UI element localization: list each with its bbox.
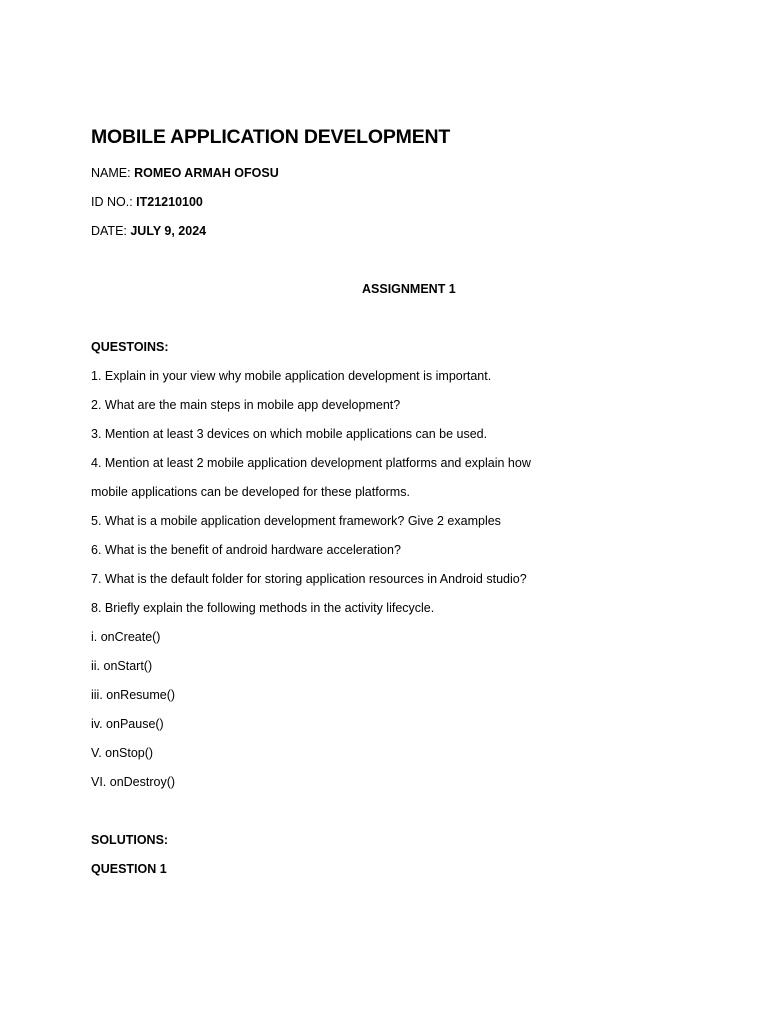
document-title: MOBILE APPLICATION DEVELOPMENT [91, 126, 451, 148]
question-line: 8. Briefly explain the following methods in the activity lifecycle. [91, 601, 435, 615]
question-line: i. onCreate() [91, 630, 161, 644]
question-line: 5. What is a mobile application development framework? Give 2 examples [91, 514, 501, 528]
spacer [91, 251, 691, 280]
question-line: V. onStop() [91, 746, 154, 760]
question-line: ii. onStart() [91, 659, 153, 673]
solutions-heading: SOLUTIONS: [91, 833, 169, 847]
question-line: mobile applications can be developed for these platforms. [91, 485, 410, 499]
question-line: VI. onDestroy() [91, 775, 176, 789]
assignment-heading: ASSIGNMENT 1 [362, 282, 456, 296]
id-line [91, 193, 691, 222]
question-line: 1. Explain in your view why mobile application development is important. [91, 369, 492, 383]
id-value: IT21210100 [136, 195, 203, 209]
question-line: 4. Mention at least 2 mobile application development platforms and explain how [91, 456, 531, 470]
question-line: iii. onResume() [91, 688, 176, 702]
spacer [91, 309, 691, 338]
date-label: DATE: [91, 224, 131, 238]
date-line [91, 222, 691, 251]
id-label: ID NO.: [91, 195, 137, 209]
date-value: JULY 9, 2024 [130, 224, 207, 238]
document-content [91, 124, 691, 889]
question1-heading: QUESTION 1 [91, 862, 167, 876]
questions-heading: QUESTOINS: [91, 340, 169, 354]
question-line: 3. Mention at least 3 devices on which mobile applications can be used. [91, 427, 488, 441]
question-line: 6. What is the benefit of android hardware acceleration? [91, 543, 401, 557]
name-value: ROMEO ARMAH OFOSU [134, 166, 279, 180]
name-line [91, 164, 691, 193]
question-line: 7. What is the default folder for storing application resources in Android studio? [91, 572, 527, 586]
name-label: NAME: [91, 166, 135, 180]
spacer [91, 802, 691, 831]
question-line: iv. onPause() [91, 717, 164, 731]
question-line: 2. What are the main steps in mobile app development? [91, 398, 401, 412]
